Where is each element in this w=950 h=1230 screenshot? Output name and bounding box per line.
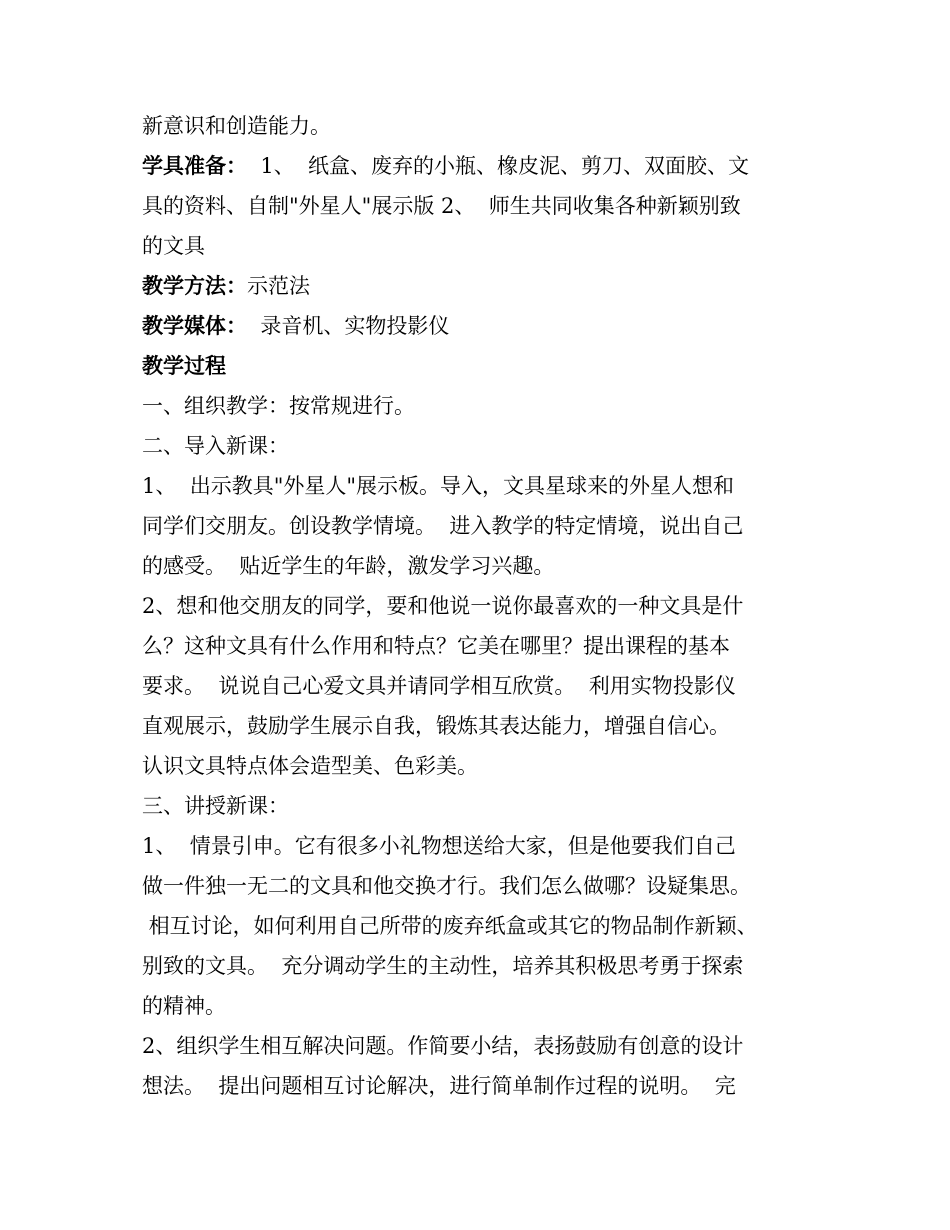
text-line: 二、导入新课： xyxy=(142,434,289,458)
text-line: 认识文具特点体会造型美、色彩美。 xyxy=(142,754,478,778)
text-line: 想法。 提出问题相互讨论解决，进行简单制作过程的说明。 完 xyxy=(142,1074,736,1098)
text-line: 教学方法：示范法 xyxy=(142,273,310,298)
section-label: 教学方法： xyxy=(142,273,247,298)
text-line: 一、组织教学：按常规进行。 xyxy=(142,394,415,418)
text-line: 教学媒体： 录音机、实物投影仪 xyxy=(142,313,450,338)
text-line: 相互讨论，如何利用自己所带的废弃纸盒或其它的物品制作新颖、 xyxy=(142,914,758,938)
text-line: 要求。 说说自己心爱文具并请同学相互欣赏。 利用实物投影仪 xyxy=(142,674,736,698)
text-line: 三、讲授新课： xyxy=(142,794,289,818)
text-line: 2、想和他交朋友的同学，要和他说一说你最喜欢的一种文具是什 xyxy=(142,594,744,618)
text-line: 的感受。 贴近学生的年龄，激发学习兴趣。 xyxy=(142,554,555,578)
section-label: 教学媒体： xyxy=(142,313,247,338)
section-label: 学具准备： xyxy=(142,153,247,178)
text-line: 学具准备： 1、 纸盒、废弃的小瓶、橡皮泥、剪刀、双面胶、文 xyxy=(142,153,750,178)
text-line xyxy=(142,351,226,381)
text-line: 的文具 xyxy=(142,234,205,258)
text-line: 的精神。 xyxy=(142,994,226,1018)
text-line: 同学们交朋友。创设教学情境。 进入教学的特定情境，说出自己 xyxy=(142,514,744,538)
text-line: 2、组织学生相互解决问题。作简要小结，表扬鼓励有创意的设计 xyxy=(142,1034,744,1058)
text-line: 么？这种文具有什么作用和特点？它美在哪里？提出课程的基本 xyxy=(142,634,730,658)
text-line: 做一件独一无二的文具和他交换才行。我们怎么做哪？设疑集思。 xyxy=(142,874,751,898)
text-line: 1、 情景引申。它有很多小礼物想送给大家，但是他要我们自己 xyxy=(142,834,736,858)
text-line: 具的资料、自制"外星人"展示版 2、 师生共同收集各种新颖别致 xyxy=(142,194,741,218)
section-heading: 教学过程 xyxy=(142,353,226,378)
text-line: 直观展示，鼓励学生展示自我，锻炼其表达能力，增强自信心。 xyxy=(142,714,730,738)
text-line: 新意识和创造能力。 xyxy=(142,114,331,138)
text-line: 别致的文具。 充分调动学生的主动性，培养其积极思考勇于探索 xyxy=(142,954,744,978)
text-line: 1、 出示教具"外星人"展示板。导入，文具星球来的外星人想和 xyxy=(142,474,735,498)
